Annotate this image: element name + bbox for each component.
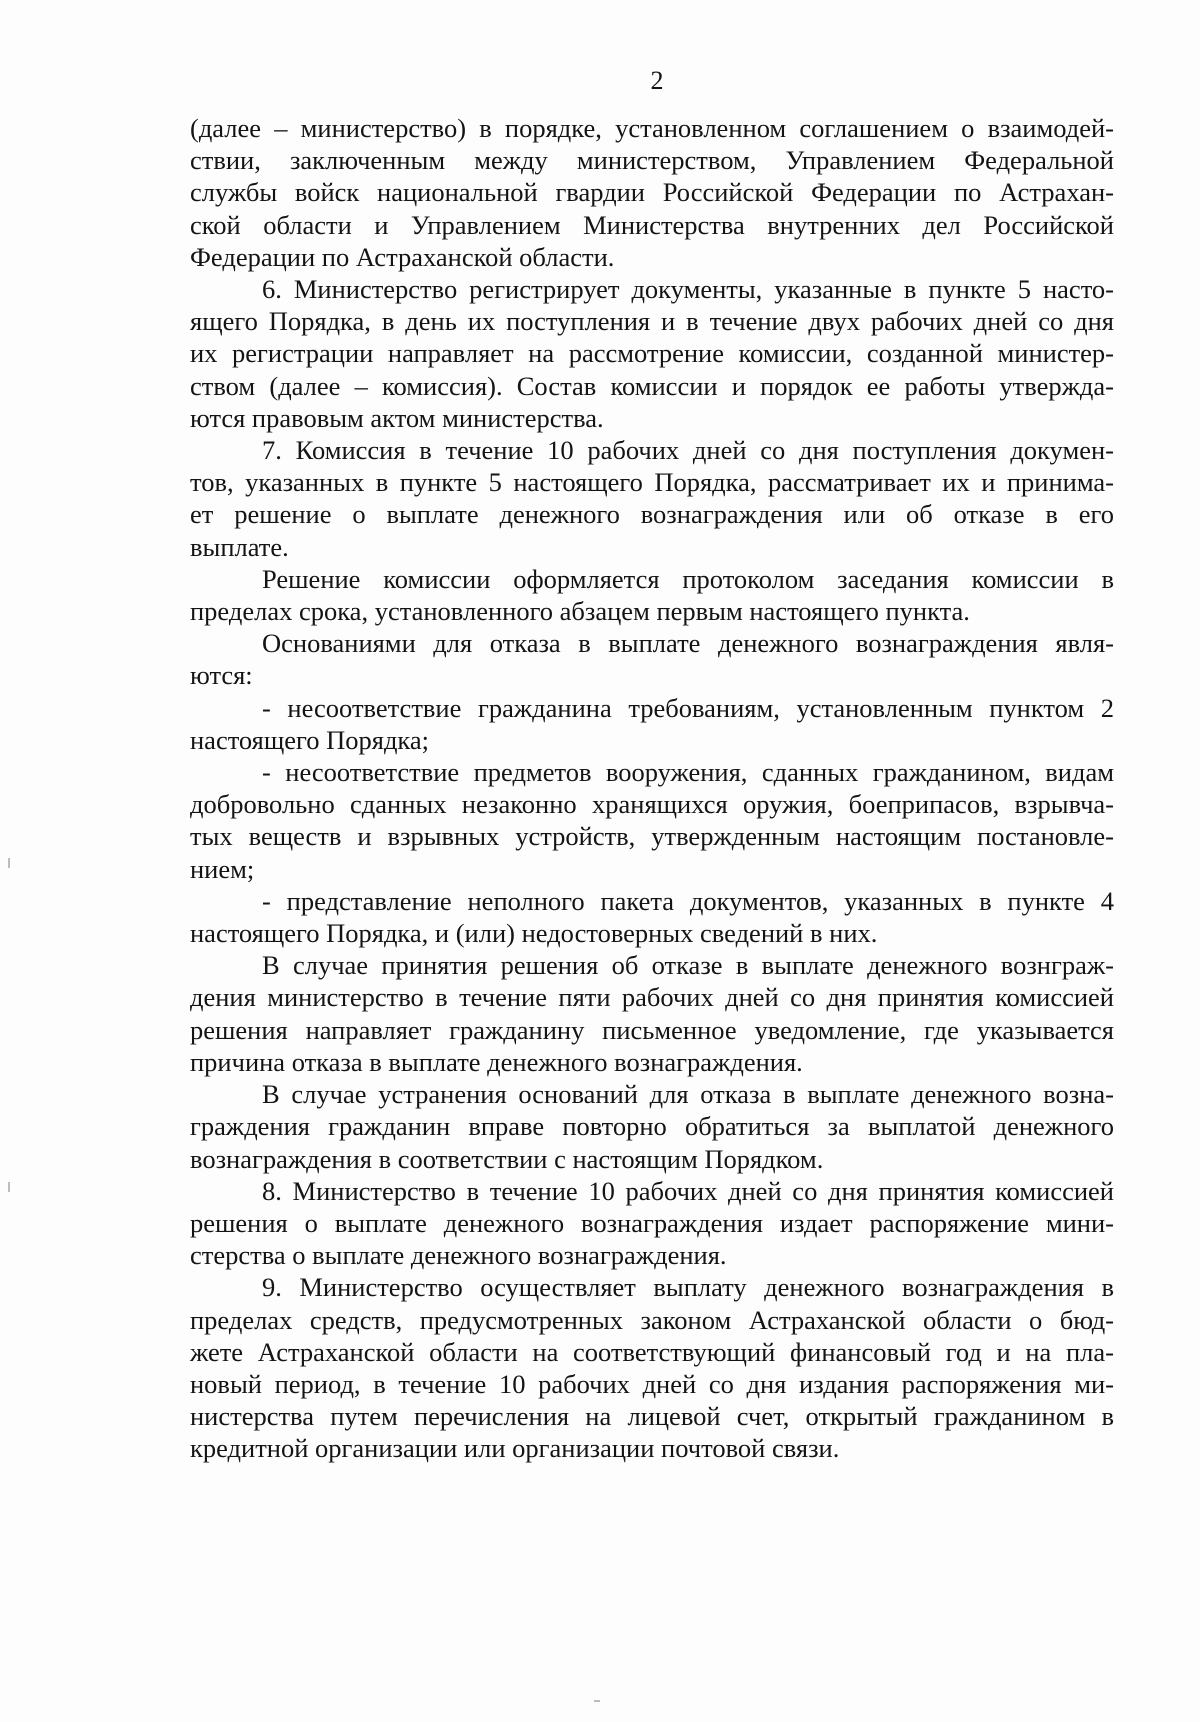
text-line: службы войск национальной гвардии Российской Федерации по Астрахан- [190, 177, 1114, 208]
text-line: тых веществ и взрывных устройств, утвержденным настоящим постановле- [190, 821, 1114, 852]
text-line: 8. Министерство в течение 10 рабочих дней со дня принятия комиссией [262, 1175, 1114, 1206]
scan-artifact [8, 858, 10, 868]
text-line: 6. Министерство регистрирует документы, указанные в пункте 5 насто- [262, 274, 1114, 305]
text-line: ящего Порядка, в день их поступления и в течение двух рабочих дней со дня [190, 306, 1114, 337]
text-line: нистерства путем перечисления на лицевой счет, открытый гражданином в [190, 1401, 1114, 1432]
text-line: пределах средств, предусмотренных законом Астраханской области о бюд- [190, 1304, 1114, 1335]
text-line: решения о выплате денежного вознаграждения издает распоряжение мини- [190, 1207, 1114, 1238]
paragraph [190, 273, 1114, 434]
text-line: решения направляет гражданину письменное уведомление, где указывается [190, 1014, 1114, 1045]
text-line: тов, указанных в пункте 5 настоящего Порядка, рассматривает их и принима- [190, 467, 1114, 498]
text-line: ствии, заключенным между министерством, Управлением Федеральной [190, 145, 1114, 176]
text-line: дения министерство в течение пяти рабочих дней со дня принятия комиссией [190, 982, 1114, 1013]
paragraph [190, 692, 1114, 756]
scan-artifact [594, 1700, 600, 1702]
text-line: граждения гражданин вправе повторно обратиться за выплатой денежного [190, 1111, 1114, 1142]
text-line: настоящего Порядка; [190, 724, 430, 755]
text-line: 7. Комиссия в течение 10 рабочих дней со дня поступления докумен- [262, 435, 1114, 466]
paragraph [190, 434, 1114, 563]
text-line: нием; [190, 853, 255, 884]
text-line: Федерации по Астраханской области. [190, 241, 615, 272]
text-line: - представление неполного пакета документов, указанных в пункте 4 [262, 885, 1114, 916]
text-line: Решение комиссии оформляется протоколом заседания комиссии в [262, 563, 1114, 594]
paragraph [190, 949, 1114, 1078]
text-line: пределах срока, установленного абзацем первым настоящего пункта. [190, 596, 970, 627]
paragraph [190, 112, 1114, 273]
text-line: вознаграждения в соответствии с настоящим Порядком. [190, 1143, 824, 1174]
text-line: добровольно сданных незаконно хранящихся оружия, боеприпасов, взрывча- [190, 789, 1114, 820]
text-line: новый период, в течение 10 рабочих дней со дня издания распоряжения ми- [190, 1368, 1114, 1399]
text-line: ской области и Управлением Министерства внутренних дел Российской [190, 209, 1114, 240]
text-line: настоящего Порядка, и (или) недостоверных сведений в них. [190, 918, 878, 949]
paragraph [190, 627, 1114, 691]
text-line: их регистрации направляет на рассмотрение комиссии, созданной министер- [190, 338, 1114, 369]
text-line: стерства о выплате денежного вознаграждения. [190, 1240, 727, 1271]
text-line: - несоответствие предметов вооружения, сданных гражданином, видам [262, 757, 1114, 788]
text-line: причина отказа в выплате денежного вознаграждения. [190, 1046, 803, 1077]
paragraph [190, 885, 1114, 949]
scan-artifact [8, 1182, 10, 1192]
text-line: ются: [190, 660, 253, 691]
paragraph [190, 756, 1114, 885]
paragraph [190, 1271, 1114, 1464]
paragraph [190, 1175, 1114, 1272]
paragraph [190, 1078, 1114, 1175]
paragraph [190, 563, 1114, 627]
text-line: 9. Министерство осуществляет выплату денежного вознаграждения в [262, 1272, 1114, 1303]
document-body [190, 112, 1114, 1465]
text-line: кредитной организации или организации почтовой связи. [190, 1433, 840, 1464]
text-line: Основаниями для отказа в выплате денежного вознаграждения явля- [262, 628, 1114, 659]
text-line: жете Астраханской области на соответствующий финансовый год и на пла- [190, 1336, 1114, 1367]
text-line: (далее – министерство) в порядке, установленном соглашением о взаимодей- [190, 113, 1114, 143]
text-line: В случае принятия решения об отказе в выплате денежного вознграж- [262, 950, 1114, 981]
text-line: ством (далее – комиссия). Состав комиссии и порядок ее работы утвержда- [190, 370, 1114, 401]
page-number: 2 [650, 66, 664, 95]
text-line: ет решение о выплате денежного вознаграждения или об отказе в его [190, 499, 1114, 530]
text-line: - несоответствие гражданина требованиям, установленным пунктом 2 [262, 692, 1114, 723]
text-line: ются правовым актом министерства. [190, 402, 604, 433]
text-line: В случае устранения оснований для отказа в выплате денежного возна- [262, 1079, 1114, 1110]
text-line: выплате. [190, 531, 289, 562]
